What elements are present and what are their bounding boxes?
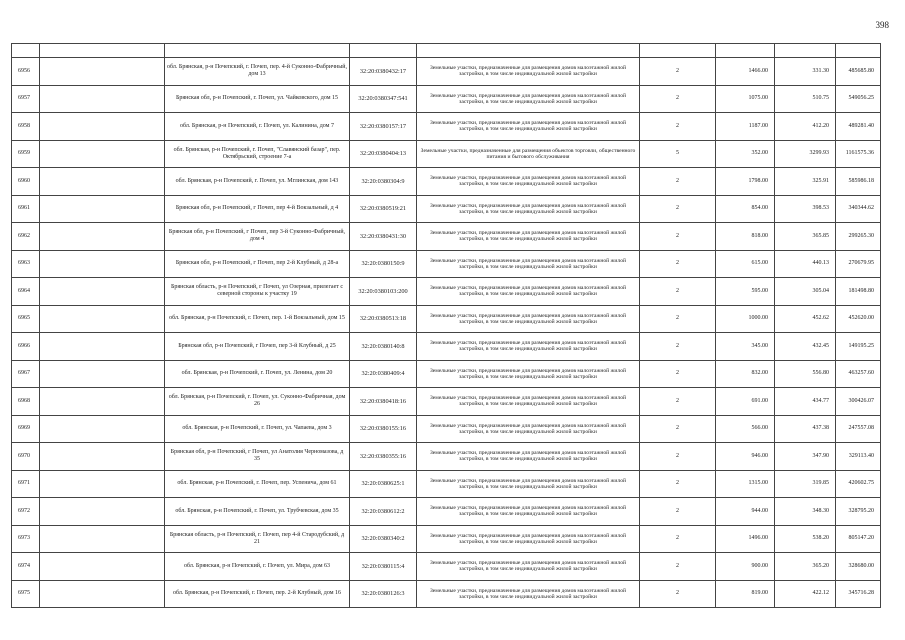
blank-cell bbox=[40, 168, 165, 196]
address-cell: обл. Брянская, р-н Почепский, г. Почеп, ул. Ленина, дом 20 bbox=[165, 360, 350, 388]
table-row bbox=[12, 113, 881, 141]
category-code-cell: 2 bbox=[640, 580, 716, 608]
category-code-cell: 2 bbox=[640, 278, 716, 306]
category-code-cell: 2 bbox=[640, 470, 716, 498]
specific-value-cell: 422.12 bbox=[775, 580, 836, 608]
category-code-cell: 2 bbox=[640, 113, 716, 141]
specific-value-cell: 432.45 bbox=[775, 333, 836, 361]
category-code-cell: 2 bbox=[640, 443, 716, 471]
specific-value-cell: 325.91 bbox=[775, 168, 836, 196]
specific-value-cell: 538.20 bbox=[775, 525, 836, 553]
cadastral-number-cell: 32:20:0380155:16 bbox=[350, 415, 417, 443]
table-row bbox=[12, 415, 881, 443]
address-cell: обл. Брянская, р-н Почепский, г. Почеп, ул. Трубчевская, дом 35 bbox=[165, 498, 350, 526]
specific-value-cell: 440.13 bbox=[775, 250, 836, 278]
blank-cell bbox=[836, 44, 881, 58]
table-row bbox=[12, 278, 881, 306]
specific-value-cell: 319.85 bbox=[775, 470, 836, 498]
cadastral-number-cell: 32:20:0380431:30 bbox=[350, 223, 417, 251]
blank-cell bbox=[40, 85, 165, 113]
area-cell: 1187.00 bbox=[716, 113, 775, 141]
category-code-cell: 2 bbox=[640, 195, 716, 223]
land-use-cell: Земельные участки, предназначенные для размещения домов малоэтажной жилой застройки, в том числе индивидуальной жилой застройки bbox=[417, 525, 640, 553]
cadastral-value-cell: 181498.80 bbox=[836, 278, 881, 306]
land-use-cell: Земельные участки, предназначенные для размещения домов малоэтажной жилой застройки, в том числе индивидуальной жилой застройки bbox=[417, 250, 640, 278]
cadastral-number-cell: 32:20:0380625:1 bbox=[350, 470, 417, 498]
blank-cell bbox=[40, 333, 165, 361]
area-cell: 944.00 bbox=[716, 498, 775, 526]
table-row bbox=[12, 525, 881, 553]
land-use-cell: Земельные участки, предназначенные для размещения домов малоэтажной жилой застройки, в том числе индивидуальной жилой застройки bbox=[417, 333, 640, 361]
land-use-cell: Земельные участки, предназначенные для размещения объектов торговли, общественного питания и бытового обслуживания bbox=[417, 140, 640, 168]
land-use-cell: Земельные участки, предназначенные для размещения домов малоэтажной жилой застройки, в том числе индивидуальной жилой застройки bbox=[417, 553, 640, 581]
row-number: 6960 bbox=[12, 168, 40, 196]
address-cell: обл. Брянская, р-н Почепский, г. Почеп, "Славянский базар", пер. Октябрьский, строение 7-а bbox=[165, 140, 350, 168]
blank-cell bbox=[40, 195, 165, 223]
blank-cell bbox=[40, 470, 165, 498]
specific-value-cell: 347.90 bbox=[775, 443, 836, 471]
table-row bbox=[12, 498, 881, 526]
row-number: 6964 bbox=[12, 278, 40, 306]
address-cell: Брянская обл, р-н Почепский, г Почеп, ул Анатолия Черномазова, д 35 bbox=[165, 443, 350, 471]
specific-value-cell: 365.20 bbox=[775, 553, 836, 581]
row-number: 6974 bbox=[12, 553, 40, 581]
address-cell: обл. Брянская, р-н Почепский, г. Почеп, пер. Успенича, дом 61 bbox=[165, 470, 350, 498]
area-cell: 1466.00 bbox=[716, 58, 775, 86]
category-code-cell: 2 bbox=[640, 360, 716, 388]
land-use-cell: Земельные участки, предназначенные для размещения домов малоэтажной жилой застройки, в том числе индивидуальной жилой застройки bbox=[417, 415, 640, 443]
cadastral-number-cell: 32:20:0380409:4 bbox=[350, 360, 417, 388]
table-row bbox=[12, 85, 881, 113]
area-cell: 691.00 bbox=[716, 388, 775, 416]
cadastral-number-cell: 32:20:0380347:541 bbox=[350, 85, 417, 113]
table-row bbox=[12, 305, 881, 333]
blank-cell bbox=[40, 388, 165, 416]
address-cell: Брянская обл, р-н Почепский, г Почеп, пер 2-й Клубный, д 28-а bbox=[165, 250, 350, 278]
blank-cell bbox=[350, 44, 417, 58]
category-code-cell: 2 bbox=[640, 415, 716, 443]
cadastral-number-cell: 32:20:0380418:16 bbox=[350, 388, 417, 416]
category-code-cell: 2 bbox=[640, 525, 716, 553]
blank-cell bbox=[40, 498, 165, 526]
table-row bbox=[12, 140, 881, 168]
page-number: 398 bbox=[875, 20, 889, 30]
row-number: 6958 bbox=[12, 113, 40, 141]
category-code-cell: 2 bbox=[640, 58, 716, 86]
row-number: 6975 bbox=[12, 580, 40, 608]
area-cell: 818.00 bbox=[716, 223, 775, 251]
table-row bbox=[12, 553, 881, 581]
row-number: 6973 bbox=[12, 525, 40, 553]
cadastral-value-cell: 549056.25 bbox=[836, 85, 881, 113]
area-cell: 1075.00 bbox=[716, 85, 775, 113]
address-cell: Брянская обл, р-н Почепский, г Почеп, пер 4-й Вокзальный, д 4 bbox=[165, 195, 350, 223]
cadastral-number-cell: 32:20:0380157:17 bbox=[350, 113, 417, 141]
table-row bbox=[12, 360, 881, 388]
category-code-cell: 2 bbox=[640, 498, 716, 526]
row-number: 6968 bbox=[12, 388, 40, 416]
specific-value-cell: 331.30 bbox=[775, 58, 836, 86]
row-number: 6956 bbox=[12, 58, 40, 86]
table-row bbox=[12, 388, 881, 416]
cadastral-number-cell: 32:20:0380432:17 bbox=[350, 58, 417, 86]
cadastral-number-cell: 32:20:0380115:4 bbox=[350, 553, 417, 581]
address-cell: обл. Брянская, р-н Почепский, г. Почеп, пер. 4-й Суконно-Фабричный, дом 13 bbox=[165, 58, 350, 86]
address-cell: обл. Брянская, р-н Почепский, г. Почеп, ул. Мглинская, дом 143 bbox=[165, 168, 350, 196]
row-number: 6969 bbox=[12, 415, 40, 443]
cadastral-number-cell: 32:20:0380150:9 bbox=[350, 250, 417, 278]
address-cell: обл. Брянская, р-н Почепский, г. Почеп, ул. Мира, дом 63 bbox=[165, 553, 350, 581]
table-row bbox=[12, 168, 881, 196]
table-row bbox=[12, 580, 881, 608]
cadastral-value-cell: 300426.07 bbox=[836, 388, 881, 416]
cadastral-value-cell: 485685.80 bbox=[836, 58, 881, 86]
row-number: 6959 bbox=[12, 140, 40, 168]
cadastral-value-cell: 420602.75 bbox=[836, 470, 881, 498]
area-cell: 345.00 bbox=[716, 333, 775, 361]
area-cell: 1000.00 bbox=[716, 305, 775, 333]
category-code-cell: 2 bbox=[640, 85, 716, 113]
area-cell: 595.00 bbox=[716, 278, 775, 306]
blank-cell bbox=[640, 44, 716, 58]
blank-cell bbox=[40, 305, 165, 333]
cadastral-number-cell: 32:20:0380140:8 bbox=[350, 333, 417, 361]
address-cell: обл. Брянская, р-н Почепский, г. Почеп, ул. Калинина, дом 7 bbox=[165, 113, 350, 141]
blank-cell bbox=[40, 360, 165, 388]
land-use-cell: Земельные участки, предназначенные для размещения домов малоэтажной жилой застройки, в том числе индивидуальной жилой застройки bbox=[417, 58, 640, 86]
land-use-cell: Земельные участки, предназначенные для размещения домов малоэтажной жилой застройки, в том числе индивидуальной жилой застройки bbox=[417, 498, 640, 526]
specific-value-cell: 452.62 bbox=[775, 305, 836, 333]
land-use-cell: Земельные участки, предназначенные для размещения домов малоэтажной жилой застройки, в том числе индивидуальной жилой застройки bbox=[417, 223, 640, 251]
address-cell: Брянская область, р-н Почепский, г. Почеп, пер 4-й Стародубский, д 21 bbox=[165, 525, 350, 553]
cadastral-number-cell: 32:20:0380103:200 bbox=[350, 278, 417, 306]
specific-value-cell: 510.75 bbox=[775, 85, 836, 113]
category-code-cell: 2 bbox=[640, 305, 716, 333]
area-cell: 946.00 bbox=[716, 443, 775, 471]
address-cell: Брянская область, р-н Почепский, г Почеп, ул Озерная, прилегает с северной стороны к участку 19 bbox=[165, 278, 350, 306]
area-cell: 615.00 bbox=[716, 250, 775, 278]
specific-value-cell: 305.04 bbox=[775, 278, 836, 306]
cadastral-number-cell: 32:20:0380612:2 bbox=[350, 498, 417, 526]
row-number: 6970 bbox=[12, 443, 40, 471]
cadastral-number-cell: 32:20:0380355:16 bbox=[350, 443, 417, 471]
blank-cell bbox=[40, 525, 165, 553]
address-cell: Брянская обл, р-н Почепский, г Почеп, пер 3-й Клубный, д 25 bbox=[165, 333, 350, 361]
category-code-cell: 2 bbox=[640, 388, 716, 416]
cadastral-number-cell: 32:20:0380340:2 bbox=[350, 525, 417, 553]
land-use-cell: Земельные участки, предназначенные для размещения домов малоэтажной жилой застройки, в том числе индивидуальной жилой застройки bbox=[417, 305, 640, 333]
cadastral-value-cell: 329113.40 bbox=[836, 443, 881, 471]
category-code-cell: 2 bbox=[640, 553, 716, 581]
blank-cell bbox=[12, 44, 40, 58]
specific-value-cell: 365.85 bbox=[775, 223, 836, 251]
cadastral-value-table bbox=[11, 43, 881, 608]
land-use-cell: Земельные участки, предназначенные для размещения домов малоэтажной жилой застройки, в том числе индивидуальной жилой застройки bbox=[417, 360, 640, 388]
table-row bbox=[12, 443, 881, 471]
blank-cell bbox=[165, 44, 350, 58]
address-cell: обл. Брянская, р-н Почепский, г. Почеп, ул. Чапаева, дом 3 bbox=[165, 415, 350, 443]
address-cell: обл. Брянская, р-н Почепский, г. Почеп, пер. 2-й Клубный, дом 16 bbox=[165, 580, 350, 608]
cadastral-value-cell: 452620.00 bbox=[836, 305, 881, 333]
category-code-cell: 2 bbox=[640, 250, 716, 278]
blank-cell bbox=[40, 223, 165, 251]
table-row-blank bbox=[12, 44, 881, 58]
area-cell: 566.00 bbox=[716, 415, 775, 443]
land-use-cell: Земельные участки, предназначенные для размещения домов малоэтажной жилой застройки, в том числе индивидуальной жилой застройки bbox=[417, 195, 640, 223]
cadastral-value-cell: 270679.95 bbox=[836, 250, 881, 278]
table-row bbox=[12, 223, 881, 251]
blank-cell bbox=[40, 250, 165, 278]
cadastral-number-cell: 32:20:0380304:9 bbox=[350, 168, 417, 196]
blank-cell bbox=[716, 44, 775, 58]
row-number: 6963 bbox=[12, 250, 40, 278]
land-use-cell: Земельные участки, предназначенные для размещения домов малоэтажной жилой застройки, в том числе индивидуальной жилой застройки bbox=[417, 113, 640, 141]
cadastral-value-cell: 345716.28 bbox=[836, 580, 881, 608]
specific-value-cell: 556.80 bbox=[775, 360, 836, 388]
blank-cell bbox=[40, 113, 165, 141]
table-body bbox=[12, 44, 881, 608]
specific-value-cell: 412.20 bbox=[775, 113, 836, 141]
blank-cell bbox=[40, 140, 165, 168]
row-number: 6966 bbox=[12, 333, 40, 361]
area-cell: 832.00 bbox=[716, 360, 775, 388]
row-number: 6962 bbox=[12, 223, 40, 251]
blank-cell bbox=[40, 580, 165, 608]
blank-cell bbox=[40, 415, 165, 443]
specific-value-cell: 348.30 bbox=[775, 498, 836, 526]
blank-cell bbox=[417, 44, 640, 58]
category-code-cell: 2 bbox=[640, 168, 716, 196]
row-number: 6971 bbox=[12, 470, 40, 498]
cadastral-value-cell: 340344.62 bbox=[836, 195, 881, 223]
row-number: 6961 bbox=[12, 195, 40, 223]
land-use-cell: Земельные участки, предназначенные для размещения домов малоэтажной жилой застройки, в том числе индивидуальной жилой застройки bbox=[417, 580, 640, 608]
cadastral-value-cell: 585986.18 bbox=[836, 168, 881, 196]
area-cell: 1798.00 bbox=[716, 168, 775, 196]
row-number: 6972 bbox=[12, 498, 40, 526]
blank-cell bbox=[40, 278, 165, 306]
cadastral-value-cell: 489281.40 bbox=[836, 113, 881, 141]
specific-value-cell: 398.53 bbox=[775, 195, 836, 223]
land-use-cell: Земельные участки, предназначенные для размещения домов малоэтажной жилой застройки, в том числе индивидуальной жилой застройки bbox=[417, 278, 640, 306]
category-code-cell: 2 bbox=[640, 223, 716, 251]
cadastral-number-cell: 32:20:0380513:18 bbox=[350, 305, 417, 333]
address-cell: обл. Брянская, р-н Почепский, г. Почеп, ул. Суконно-Фабричная, дом 26 bbox=[165, 388, 350, 416]
cadastral-value-cell: 149195.25 bbox=[836, 333, 881, 361]
specific-value-cell: 437.38 bbox=[775, 415, 836, 443]
address-cell: обл. Брянская, р-н Почепский, г. Почеп, пер. 1-й Вокзальный, дом 15 bbox=[165, 305, 350, 333]
blank-cell bbox=[775, 44, 836, 58]
table-row bbox=[12, 58, 881, 86]
land-use-cell: Земельные участки, предназначенные для размещения домов малоэтажной жилой застройки, в том числе индивидуальной жилой застройки bbox=[417, 470, 640, 498]
blank-cell bbox=[40, 443, 165, 471]
blank-cell bbox=[40, 44, 165, 58]
address-cell: Брянская обл, р-н Почепский, г. Почеп, ул. Чайковского, дом 15 bbox=[165, 85, 350, 113]
category-code-cell: 2 bbox=[640, 333, 716, 361]
cadastral-value-cell: 328680.00 bbox=[836, 553, 881, 581]
cadastral-value-cell: 328795.20 bbox=[836, 498, 881, 526]
land-use-cell: Земельные участки, предназначенные для размещения домов малоэтажной жилой застройки, в том числе индивидуальной жилой застройки bbox=[417, 168, 640, 196]
cadastral-number-cell: 32:20:0380404:13 bbox=[350, 140, 417, 168]
cadastral-value-cell: 805147.20 bbox=[836, 525, 881, 553]
specific-value-cell: 434.77 bbox=[775, 388, 836, 416]
table-row bbox=[12, 195, 881, 223]
row-number: 6967 bbox=[12, 360, 40, 388]
row-number: 6965 bbox=[12, 305, 40, 333]
cadastral-value-cell: 299265.30 bbox=[836, 223, 881, 251]
area-cell: 1315.00 bbox=[716, 470, 775, 498]
cadastral-number-cell: 32:20:0380519:21 bbox=[350, 195, 417, 223]
area-cell: 854.00 bbox=[716, 195, 775, 223]
area-cell: 819.00 bbox=[716, 580, 775, 608]
cadastral-value-cell: 463257.60 bbox=[836, 360, 881, 388]
table-row bbox=[12, 333, 881, 361]
land-use-cell: Земельные участки, предназначенные для размещения домов малоэтажной жилой застройки, в том числе индивидуальной жилой застройки bbox=[417, 443, 640, 471]
land-use-cell: Земельные участки, предназначенные для размещения домов малоэтажной жилой застройки, в том числе индивидуальной жилой застройки bbox=[417, 85, 640, 113]
cadastral-number-cell: 32:20:0380126:3 bbox=[350, 580, 417, 608]
cadastral-value-cell: 247557.08 bbox=[836, 415, 881, 443]
address-cell: Брянская обл, р-н Почепский, г Почеп, пер 3-й Суконно-Фабричный, дом 4 bbox=[165, 223, 350, 251]
specific-value-cell: 3299.93 bbox=[775, 140, 836, 168]
table-row bbox=[12, 470, 881, 498]
land-use-cell: Земельные участки, предназначенные для размещения домов малоэтажной жилой застройки, в том числе индивидуальной жилой застройки bbox=[417, 388, 640, 416]
area-cell: 900.00 bbox=[716, 553, 775, 581]
blank-cell bbox=[40, 58, 165, 86]
table-row bbox=[12, 250, 881, 278]
cadastral-value-cell: 1161575.36 bbox=[836, 140, 881, 168]
area-cell: 352.00 bbox=[716, 140, 775, 168]
row-number: 6957 bbox=[12, 85, 40, 113]
area-cell: 1496.00 bbox=[716, 525, 775, 553]
blank-cell bbox=[40, 553, 165, 581]
category-code-cell: 5 bbox=[640, 140, 716, 168]
